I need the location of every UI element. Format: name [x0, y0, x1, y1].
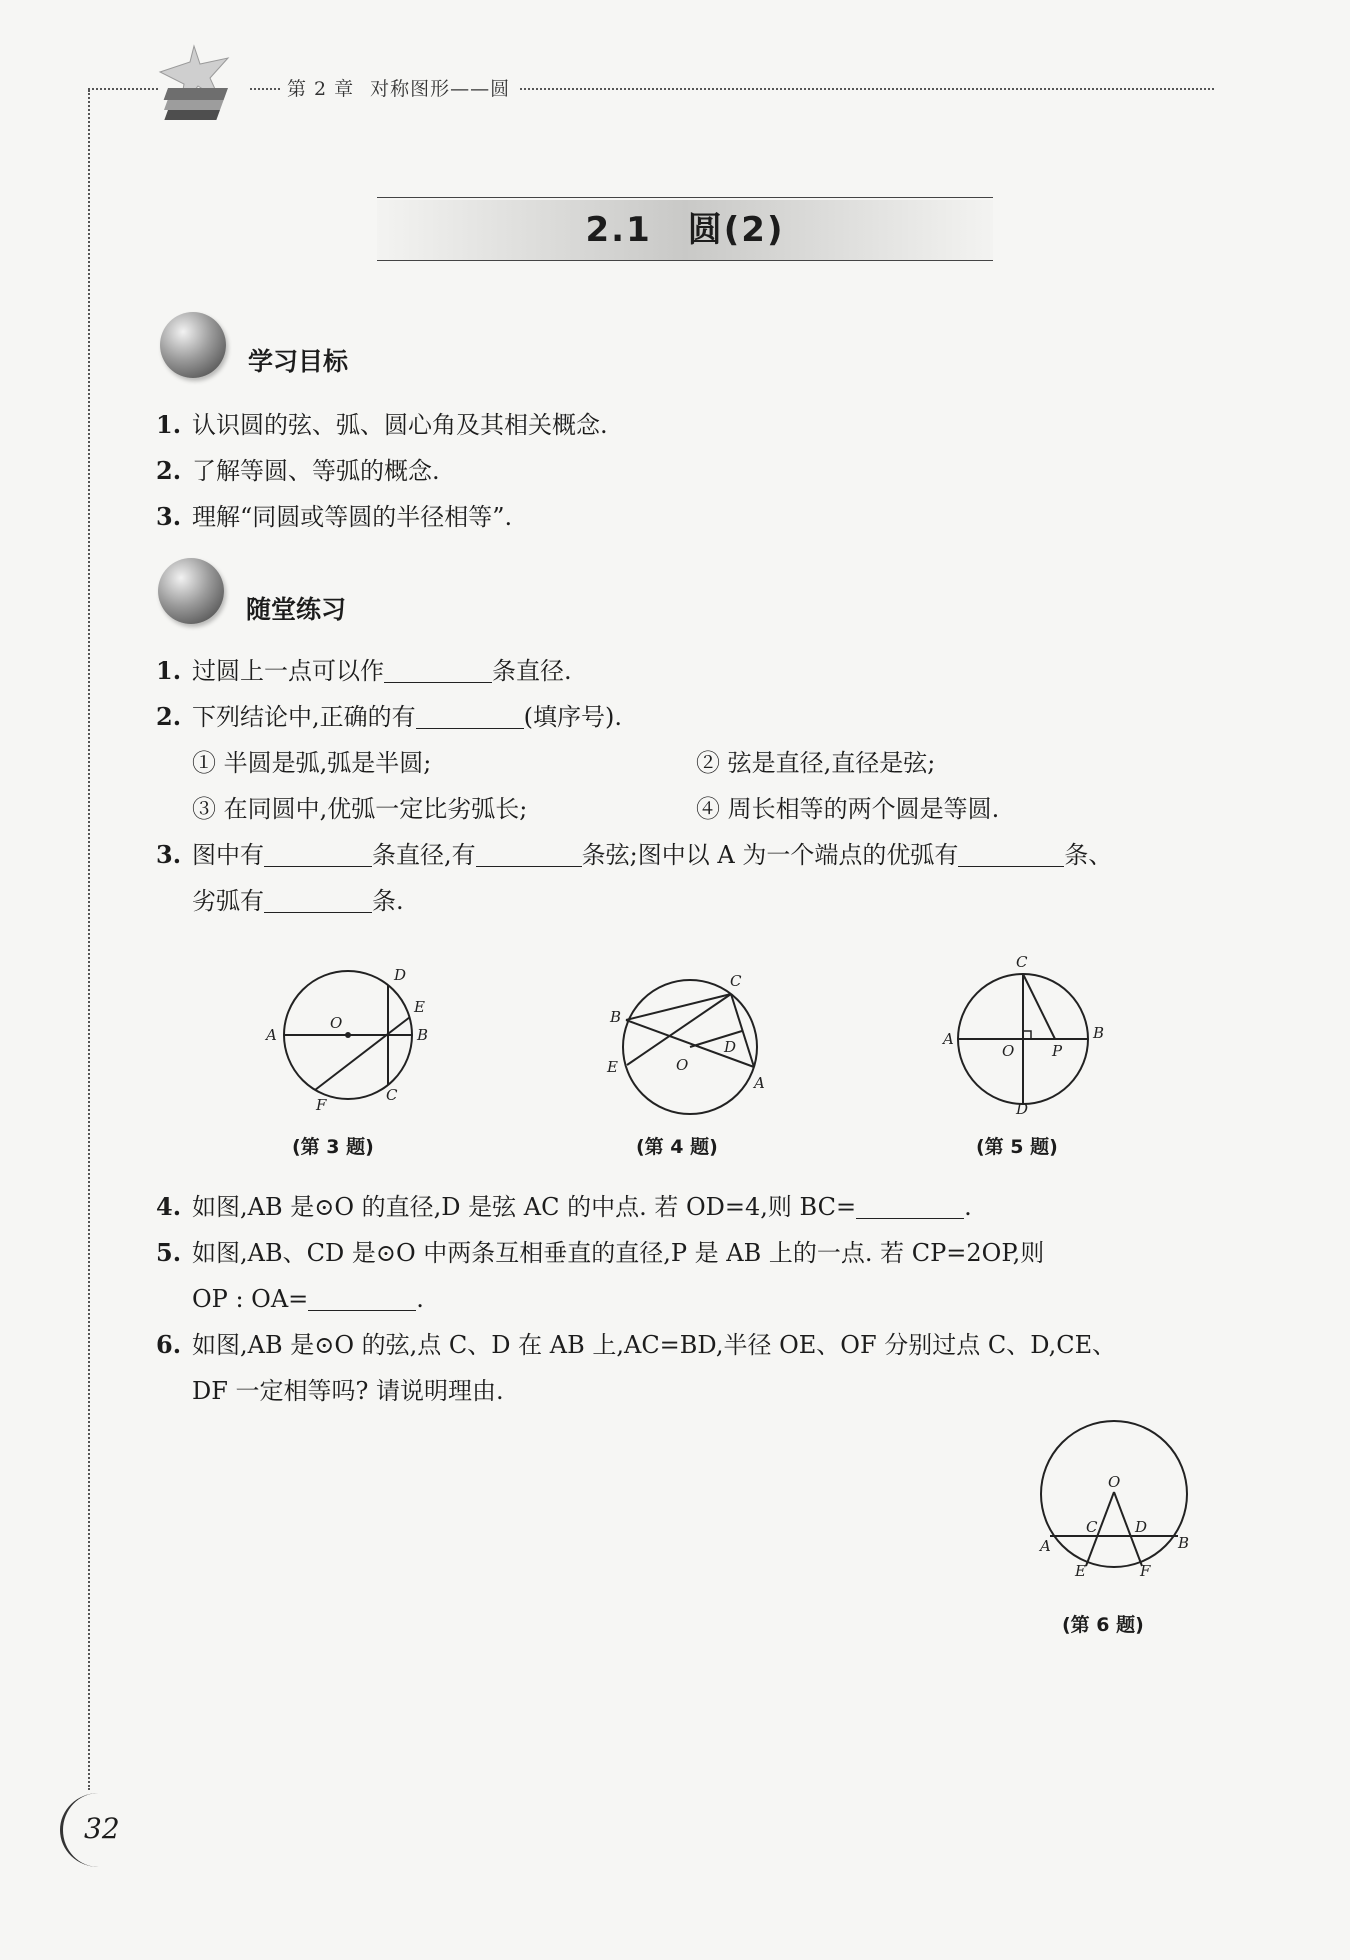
figure-6-diagram [1036, 1420, 1206, 1590]
question-text: 如图,AB、CD 是⊙O 中两条互相垂直的直径,P 是 AB 上的一点. 若 CP=2OP,则 [192, 1239, 1045, 1267]
question-text: . [416, 1285, 424, 1313]
label-b: B [1093, 1024, 1105, 1042]
item-number: 3. [156, 502, 182, 531]
label-p: P [1052, 1042, 1063, 1060]
page-number: 32 [84, 1812, 120, 1845]
option-2: ② 弦是直径,直径是弦; [696, 749, 936, 777]
header-dotted-rule-right [520, 88, 1214, 90]
question-number: 1. [156, 656, 182, 685]
answer-blank[interactable] [856, 1196, 964, 1219]
title-rule-bottom [377, 260, 993, 261]
figure-5-diagram [938, 956, 1118, 1116]
question-text: . [964, 1193, 972, 1221]
practice-globe-icon [158, 558, 224, 624]
answer-blank[interactable] [416, 706, 524, 729]
segment-cp [1023, 974, 1055, 1039]
label-d: D [724, 1038, 737, 1056]
question-text: 如图,AB 是⊙O 的弦,点 C、D 在 AB 上,AC=BD,半径 OE、OF 分别过点 C、D,CE、 [192, 1331, 1117, 1359]
header-dotted-rule-mid [250, 88, 280, 90]
figure-3-caption: (第 3 题) [292, 1136, 374, 1158]
question-4 [156, 1192, 972, 1222]
figure-3-diagram [260, 960, 440, 1120]
answer-blank[interactable] [264, 890, 372, 913]
center-point [345, 1032, 351, 1038]
item-text: 认识圆的弦、弧、圆心角及其相关概念. [192, 411, 608, 439]
label-f: F [1140, 1562, 1151, 1580]
question-number: 6. [156, 1330, 182, 1359]
label-b: B [417, 1026, 429, 1044]
item-number: 2. [156, 456, 182, 485]
item-number: 1. [156, 410, 182, 439]
question-2 [156, 702, 622, 732]
question-text: 下列结论中,正确的有 [192, 703, 416, 731]
objective-item [156, 456, 440, 486]
figure-6-caption: (第 6 题) [1062, 1614, 1144, 1636]
question-text: 劣弧有 [192, 887, 264, 915]
margin-dotted-rule [88, 90, 90, 1790]
label-a: A [266, 1026, 277, 1044]
figure-4-diagram [598, 960, 778, 1120]
option-4: ④ 周长相等的两个圆是等圆. [696, 795, 1000, 823]
question-text: 条、 [1064, 841, 1113, 869]
label-b: B [610, 1008, 622, 1026]
question-text: (填序号). [523, 703, 622, 731]
objective-item [156, 502, 512, 532]
label-c: C [1016, 956, 1028, 971]
question-text: 条直径. [492, 657, 572, 685]
question-number: 4. [156, 1192, 182, 1221]
question-text: 图中有 [192, 841, 264, 869]
right-angle-mark [1023, 1031, 1031, 1039]
segment-e-c [627, 994, 731, 1065]
answer-blank[interactable] [958, 844, 1064, 867]
answer-blank[interactable] [384, 660, 492, 683]
running-header [287, 74, 526, 101]
objective-item [156, 410, 608, 440]
option-1: ① 半圆是弧,弧是半圆; [192, 749, 432, 777]
question-text: 条弦;图中以 A 为一个端点的优弧有 [581, 841, 959, 869]
label-d: D [1135, 1518, 1148, 1536]
question-number: 3. [156, 840, 182, 869]
label-e: E [607, 1058, 618, 1076]
label-o: O [1002, 1042, 1015, 1060]
question-6 [156, 1330, 1116, 1360]
question-3 [156, 840, 1112, 870]
label-a: A [943, 1030, 954, 1048]
label-c: C [730, 972, 742, 990]
question-text: 如图,AB 是⊙O 的直径,D 是弦 AC 的中点. 若 OD=4,则 BC= [192, 1193, 857, 1221]
question-text: OP : OA= [192, 1285, 309, 1313]
question-number: 5. [156, 1238, 182, 1267]
lesson-title: 2.1 圆(2) [585, 210, 785, 250]
question-text: 条. [372, 887, 404, 915]
question-3-cont [192, 886, 404, 916]
title-rule-top [377, 197, 993, 198]
answer-blank[interactable] [308, 1288, 416, 1311]
item-text: 理解“同圆或等圆的半径相等”. [192, 503, 513, 531]
question-text: DF 一定相等吗? 请说明理由. [192, 1377, 504, 1405]
segment-b-c [626, 994, 731, 1020]
label-o: O [330, 1014, 343, 1032]
label-o: O [676, 1056, 689, 1074]
figure-5-caption: (第 5 题) [976, 1136, 1058, 1158]
question-text: 条直径,有 [372, 841, 476, 869]
objectives-ball-icon [160, 312, 226, 378]
answer-blank[interactable] [476, 844, 582, 867]
question-text: 过圆上一点可以作 [192, 657, 384, 685]
option-3: ③ 在同圆中,优弧一定比劣弧长; [192, 795, 528, 823]
label-o: O [1108, 1473, 1121, 1491]
label-f: F [316, 1096, 327, 1114]
item-text: 了解等圆、等弧的概念. [192, 457, 440, 485]
label-a: A [754, 1074, 765, 1092]
label-c: C [386, 1086, 398, 1104]
label-b: B [1178, 1534, 1190, 1552]
objectives-heading: 学习目标 [248, 347, 349, 376]
label-c: C [1086, 1518, 1098, 1536]
label-e: E [414, 998, 425, 1016]
question-5-cont [192, 1284, 424, 1314]
label-e: E [1075, 1562, 1086, 1580]
answer-blank[interactable] [264, 844, 372, 867]
practice-heading: 随堂练习 [246, 595, 347, 624]
book-logo-icon [150, 44, 254, 124]
question-6-cont [192, 1376, 504, 1406]
label-d: D [1016, 1100, 1029, 1116]
header-dotted-rule-left [88, 88, 158, 90]
chapter-title: 对称图形——圆 [370, 78, 511, 100]
question-number: 2. [156, 702, 182, 731]
question-1 [156, 656, 572, 686]
figure-4-caption: (第 4 题) [636, 1136, 718, 1158]
label-d: D [394, 966, 407, 984]
question-5 [156, 1238, 1044, 1268]
chapter-number: 第 2 章 [287, 78, 355, 100]
label-a: A [1040, 1537, 1051, 1555]
